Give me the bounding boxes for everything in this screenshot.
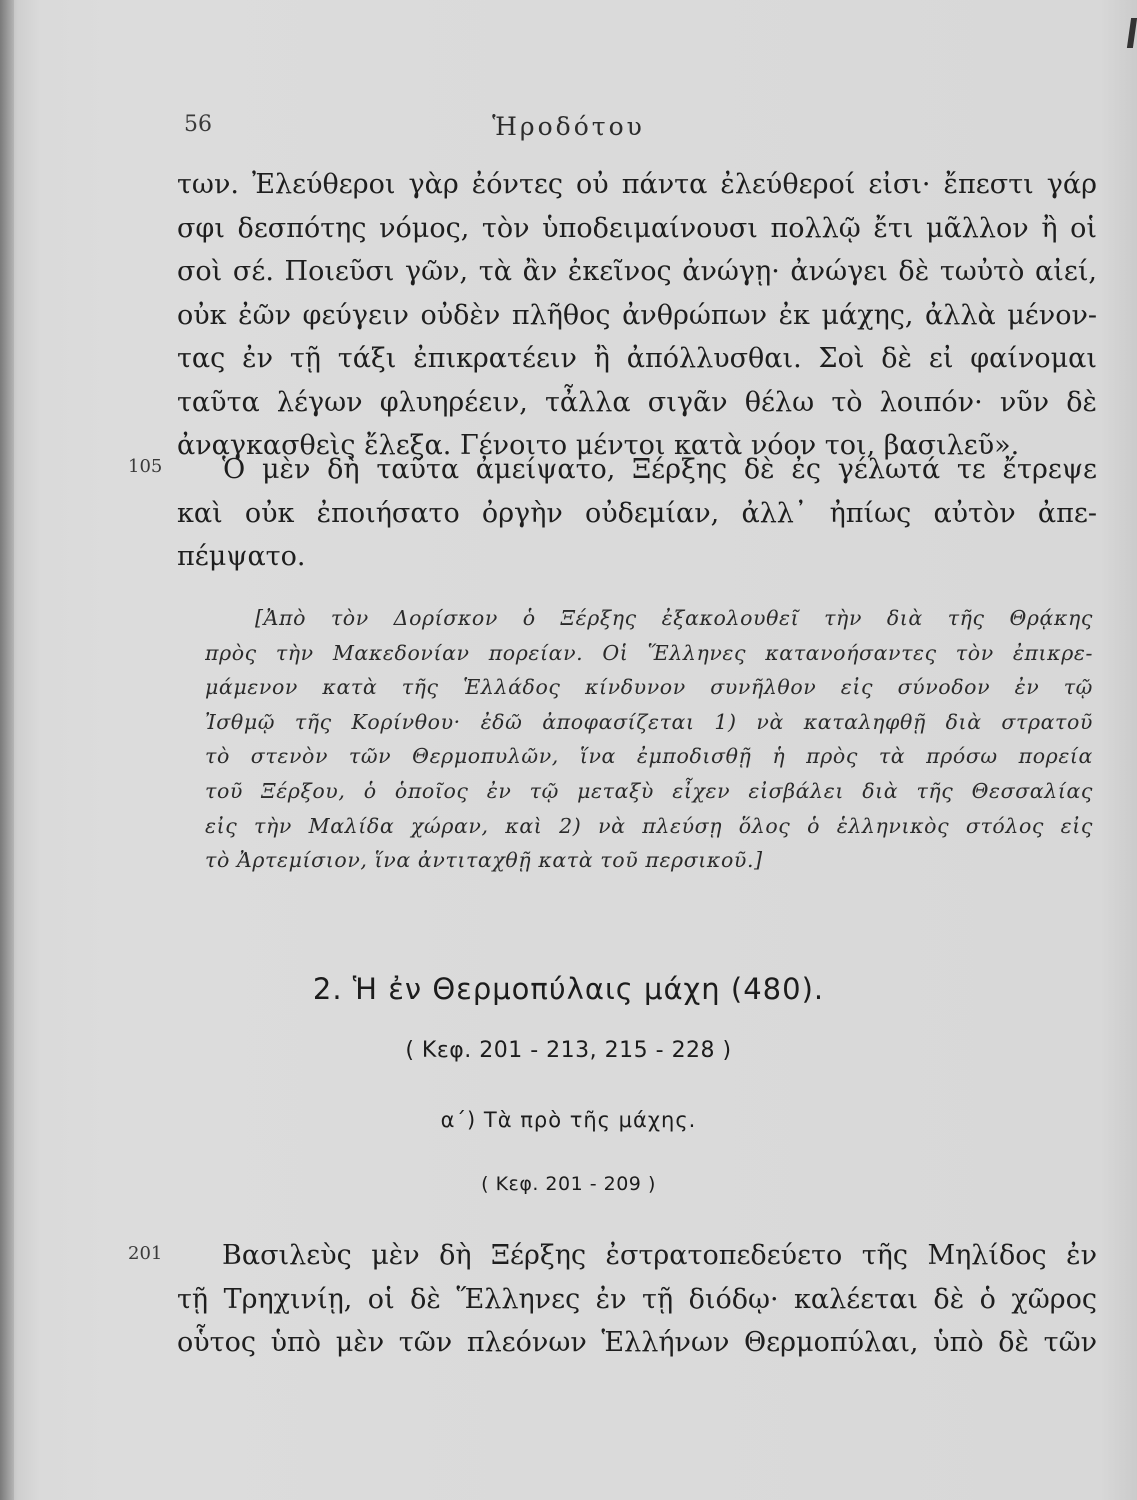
text-line: των. Ἐλεύθεροι γὰρ ἐόντες οὐ πάντα ἐλεύθεροί εἰσι· ἔπεστι γάρ — [177, 169, 1097, 200]
margin-chapter-number: 201 — [128, 1243, 163, 1264]
passage-1 — [177, 163, 1097, 468]
text-line: τῇ Τρηχινίῃ, οἱ δὲ Ἕλληνες ἐν τῇ διόδῳ· καλέεται δὲ ὁ χῶρος — [177, 1283, 1097, 1315]
text-line: ταῦτα λέγων φλυηρέειν, τἆλλα σιγᾶν θέλω τὸ λοιπόν· νῦν δὲ — [177, 386, 1097, 418]
note-line: πρὸς τὴν Μακεδονίαν πορείαν. Οἱ Ἕλληνες κατανοήσαντες τὸν ἐπικρε- — [205, 640, 1093, 665]
note-line: μάμενον κατὰ τῆς Ἑλλάδος κίνδυνον συνῆλθον εἰς σύνοδον ἐν τῷ — [205, 675, 1093, 700]
running-title: Ἡροδότου — [492, 112, 645, 141]
text-line: σφι δεσπότης νόμος, τὸν ὑποδειμαίνουσι πολλῷ ἔτι μᾶλλον ἢ οἱ — [177, 212, 1097, 244]
note-line: τοῦ Ξέρξου, ὁ ὁποῖος ἐν τῷ μεταξὺ εἶχεν εἰσβάλει διὰ τῆς Θεσσαλίας — [205, 778, 1093, 803]
section-title: 2. Ἡ ἐν Θερμοπύλαις μάχη (480). — [312, 972, 825, 1006]
text-line: καὶ οὐκ ἐποιήσατο ὀργὴν οὐδεμίαν, ἀλλ᾽ ἠπίως αὐτὸν ἀπε- — [177, 497, 1097, 529]
text-line: οὗτος ὑπὸ μὲν τῶν πλεόνων Ἑλλήνων Θερμοπύλαι, ὑπὸ δὲ τῶν — [177, 1327, 1097, 1358]
note-line: τὸ στενὸν τῶν Θερμοπυλῶν, ἵνα ἐμποδισθῇ ἡ πρὸς τὰ πρόσω πορεία — [205, 744, 1093, 769]
text-line: τας ἐν τῇ τάξι ἐπικρατέειν ἢ ἀπόλλυσθαι. Σοὶ δὲ εἰ φαίνομαι — [177, 343, 1097, 374]
page-number: 56 — [184, 112, 212, 137]
text-line: ἀναγκασθεὶς ἔλεξα. Γένοιτο μέντοι κατὰ νόον τοι, βασιλεῦ». — [177, 430, 1020, 461]
note-line: τὸ Ἀρτεμίσιον, ἵνα ἀντιταχθῇ κατὰ τοῦ περσικοῦ.] — [205, 848, 763, 873]
text-line: σοὶ σέ. Ποιεῦσι γῶν, τὰ ἂν ἐκεῖνος ἀνώγῃ· ἀνώγει δὲ τωὐτὸ αἰεί, — [177, 256, 1097, 287]
passage-2 — [177, 448, 1097, 579]
margin-chapter-number: 105 — [128, 456, 163, 477]
note-line: Ἰσθμῷ τῆς Κορίνθου· ἐδῶ ἀποφασίζεται 1) νὰ καταληφθῇ διὰ στρατοῦ — [205, 709, 1093, 734]
text-line: Βασιλεὺς μὲν δὴ Ξέρξης ἐστρατοπεδεύετο τῆς Μηλίδος ἐν — [222, 1240, 1097, 1271]
page-corner-mark — [1127, 18, 1137, 48]
text-line: πέμψατο. — [177, 541, 306, 572]
text-line: Ὁ μὲν δὴ ταῦτα ἀμείψατο, Ξέρξης δὲ ἐς γέλωτά τε ἔτρεψε — [222, 454, 1097, 485]
subsection-title: α΄) Τὰ πρὸ τῆς μάχης. — [440, 1108, 697, 1132]
page-edge-shadow — [0, 0, 14, 1500]
note-line: [Ἀπὸ τὸν Δορίσκον ὁ Ξέρξης ἐξακολουθεῖ τὴν διὰ τῆς Θρᾴκης — [255, 606, 1093, 630]
passage-3 — [177, 1234, 1097, 1365]
subsection-chapters: ( Κεφ. 201 - 209 ) — [481, 1173, 656, 1195]
editorial-note — [205, 601, 1093, 878]
note-line: εἰς τὴν Μαλίδα χώραν, καὶ 2) νὰ πλεύσῃ ὅλος ὁ ἑλληνικὸς στόλος εἰς — [205, 813, 1093, 838]
text-line: οὐκ ἐῶν φεύγειν οὐδὲν πλῆθος ἀνθρώπων ἐκ μάχης, ἀλλὰ μένον- — [177, 299, 1097, 331]
section-chapters: ( Κεφ. 201 - 213, 215 - 228 ) — [405, 1038, 732, 1063]
